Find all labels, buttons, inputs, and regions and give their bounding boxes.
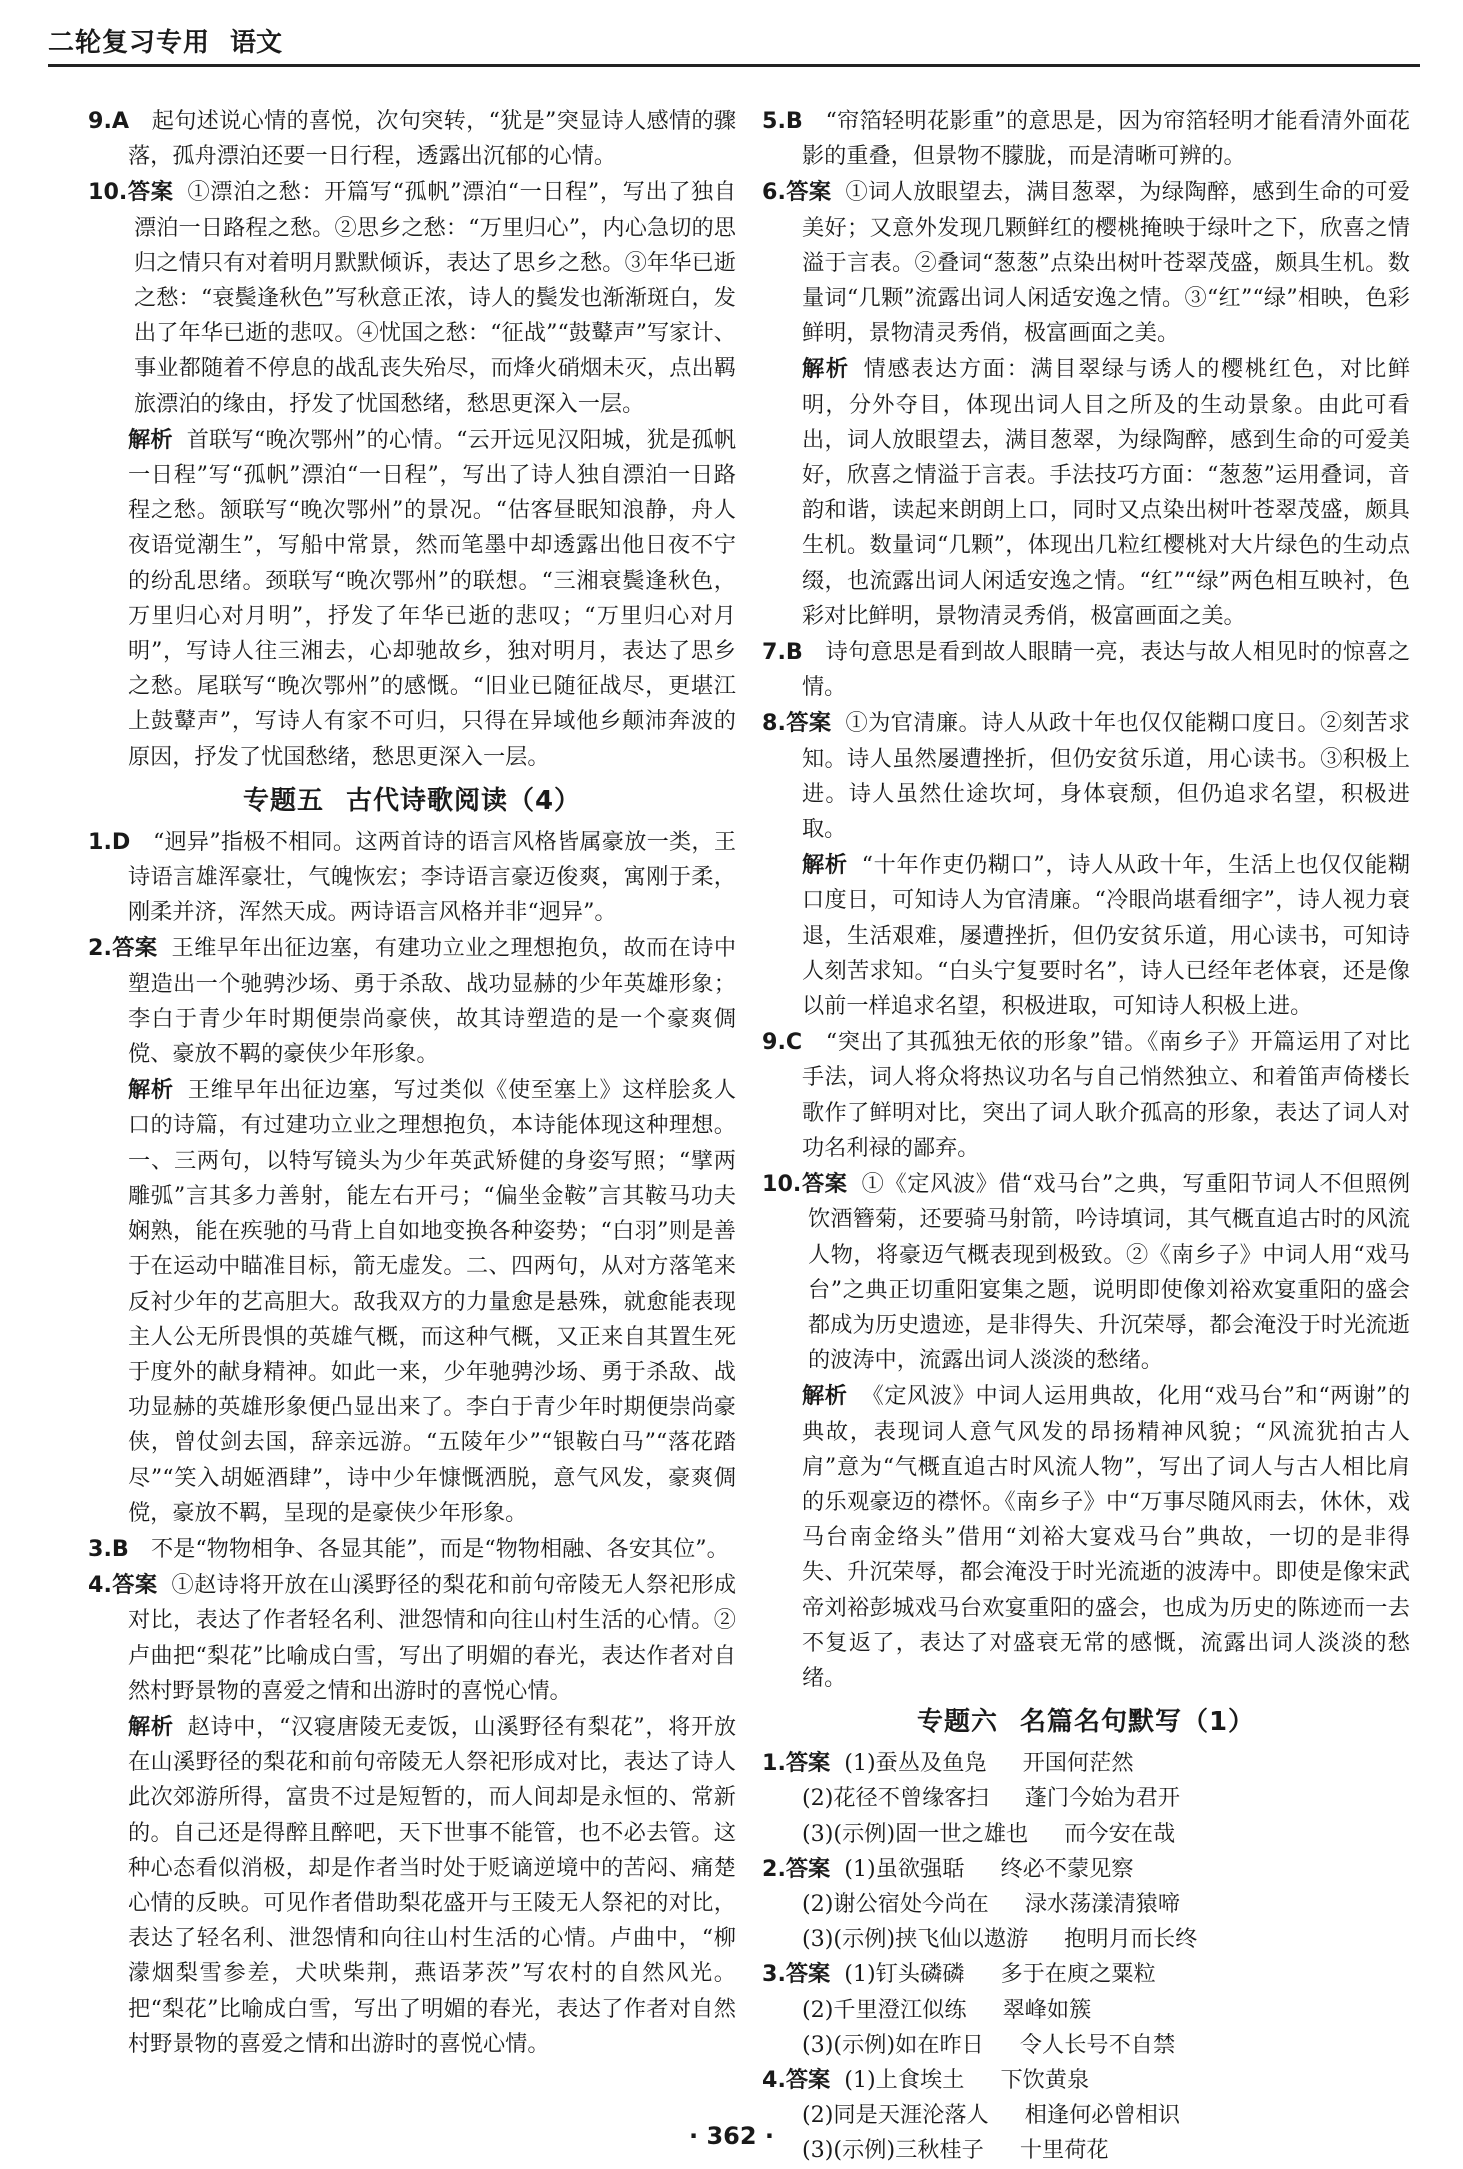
dictation-item-1: 1.答案 (1)蚕丛及鱼凫 开国何茫然 (2)花径不曾缘客扫 蓬门今始为君开 (3)(示例)固一世之雄也 而今安在哉 (762, 1750, 1181, 1847)
analysis-8: 解析 “十年作吏仍糊口”，诗人从政十年，生活上也仅仅能糊口度日，可知诗人为官清廉。“冷眼尚堪看细字”，诗人视力衰退，生活艰难，屡遭挫折，但仍安贫乐道，用心读书，可知诗人刻苦求知。“白头宁复要时名”，诗人已经年老体衰，还是像以前一样追求名望，积极进取，可知诗人积极上进。 (802, 852, 1411, 1020)
dictation-answers (762, 1746, 1410, 2168)
s5-analysis-2: 解析 王维早年出征边塞，写过类似《使至塞上》这样脍炙人口的诗篇，有过建功立业之理想抱负，本诗能体现这种理想。一、三两句，以特写镜头为少年英武矫健的身姿写照；“擘两雕弧”言其多力善射，能左右开弓；“偏坐金鞍”言其鞍马功夫娴熟，能在疾驰的马背上自如地变换各种姿势；“白羽”则是善于在运动中瞄准目标，箭无虚发。二、四两句，从对方落笔来反衬少年的艺高胆大。敌我双方的力量愈是悬殊，就愈能表现主人公无所畏惧的英雄气概，而这种气概，又正来自其置生死于度外的献身精神。如此一来，少年驰骋沙场、勇于杀敌、战功显赫的英雄形象便凸显出来了。李白于青少年时期便崇尚豪侠，曾仗剑去国，辞亲远游。“五陵年少”“银鞍白马”“落花踏尽”“笑入胡姬酒肆”，诗中少年慷慨洒脱，意气风发，豪爽倜傥，豪放不羁，呈现的是豪侠少年形象。 (128, 1077, 737, 1526)
s5-item-3: 3.B 不是“物物相争、各显其能”，而是“物物相融、各安其位”。 (88, 1535, 729, 1562)
dictation-item-2: 2.答案 (1)虽欲强聒 终必不蒙见察 (2)谢公宿处今尚在 渌水荡漾清猿啼 (3)(示例)挟飞仙以遨游 抱明月而长终 (762, 1855, 1198, 1953)
left-column (88, 104, 736, 2063)
series-title: 二轮复习专用 (48, 28, 211, 58)
answer-item-7: 7.B 诗句意思是看到故人眼睛一亮，表达与故人相见时的惊喜之情。 (762, 639, 1411, 701)
page-number: · 362 · (688, 2122, 775, 2150)
answer-item-9: 9.A 起句述说心情的喜悦，次句突转，“犹是”突显诗人感情的骤落，孤舟漂泊还要一日行程，透露出沉郁的心情。 (88, 108, 737, 170)
analysis-10: 解析 首联写“晚次鄂州”的心情。“云开远见汉阳城，犹是孤帆一日程”写“孤帆”漂泊“一日程”，写出了诗人独自漂泊一日路程之愁。颔联写“晚次鄂州”的景况。“估客昼眠知浪静，舟人夜语觉潮生”，写船中常景，然而笔墨中却透露出他日夜不宁的纷乱思绪。颈联写“晚次鄂州”的联想。“三湘衰鬓逢秋色，万里归心对月明”，抒发了年华已逝的悲叹；“万里归心对月明”，写诗人往三湘去，心却驰故乡，独对明月，表达了思乡之愁。尾联写“晚次鄂州”的感慨。“旧业已随征战尽，更堪江上鼓鼙声”，写诗人有家不可归，只得在异域他乡颠沛奔波的原因，抒发了忧国愁绪，愁思更深入一层。 (128, 426, 737, 770)
section-title-6: 专题六 名篇名句默写（1） (916, 1707, 1256, 1738)
analysis-6: 解析 情感表达方面：满目翠绿与诱人的樱桃红色，对比鲜明，分外夺目，体现出词人目之所及的生动景象。由此可看出，词人放眼望去，满目葱翠，为绿陶醉，感到生命的可爱美好，欣喜之情溢于言表。手法技巧方面：“葱葱”运用叠词，音韵和谐，读起来朗朗上口，同时又点染出树叶苍翠茂盛，颇具生机。数量词“几颗”，体现出几粒红樱桃对大片绿色的生动点缀，也流露出词人闲适安逸之情。“红”“绿”两色相互映衬，色彩对比鲜明，景物清灵秀俏，极富画面之美。 (802, 356, 1411, 629)
answer-item-5: 5.B “帘箔轻明花影重”的意思是，因为帘箔轻明才能看清外面花影的重叠，但景物不朦胧，而是清晰可辨的。 (762, 108, 1410, 170)
subject-title: 语文 (230, 28, 283, 58)
s5-item-4: 4.答案 ①赵诗将开放在山溪野径的梨花和前句帝陵无人祭祀形成对比，表达了作者轻名利、泄怨情和向往山村生活的心情。②卢曲把“梨花”比喻成白雪，写出了明媚的春光，表达作者对自然村野景物的喜爱之情和出游时的喜悦心情。 (88, 1572, 737, 1704)
dictation-item-4: 4.答案 (1)上食埃土 下饮黄泉 (2)同是天涯沦落人 相逢何必曾相识 (3)(示例)三秋桂子 十里荷花 (762, 2066, 1181, 2164)
page-header (48, 16, 1420, 70)
answer-item-8: 8.答案 ①为官清廉。诗人从政十年也仅仅能糊口度日。②刻苦求知。诗人虽然屡遭挫折，但仍安贫乐道，用心读书。③积极上进。诗人虽然仕途坎坷，身体衰颓，但仍追求名望，积极进取。 (762, 710, 1411, 843)
header-rule (48, 64, 1420, 67)
answer-item-10: 10.答案 ①漂泊之愁：开篇写“孤帆”漂泊“一日程”，写出了独自漂泊一日路程之愁。②思乡之愁：“万里归心”，内心急切的思归之情只有对着明月默默倾诉，表达了思乡之愁。③年华已逝之愁：“衰鬓逢秋色”写秋意正浓，诗人的鬓发也渐渐斑白，发出了年华已逝的悲叹。④忧国之愁：“征战”“鼓鼙声”写家计、事业都随着不停息的战乱丧失殆尽，而烽火硝烟未灭，点出羁旅漂泊的缘由，抒发了忧国愁绪，愁思更深入一层。 (88, 179, 737, 417)
s5-analysis-4: 解析 赵诗中，“汉寝唐陵无麦饭，山溪野径有梨花”，将开放在山溪野径的梨花和前句帝陵无人祭祀形成对比，表达了诗人此次郊游所得，富贵不过是短暂的，而人间却是永恒的、常新的。自己还是得醉且醉吧，天下世事不能管，也不必去管。这种心态看似消极，却是作者当时处于贬谪逆境中的苦闷、痛楚心情的反映。可见作者借助梨花盛开与王陵无人祭祀的对比，表达了轻名利、泄怨情和向往山村生活的心情。卢曲中，“柳濛烟梨雪参差，犬吠柴荆，燕语茅茨”写农村的自然风光。把“梨花”比喻成白雪，写出了明媚的春光，表达了作者对自然村野景物的喜爱之情和出游时的喜悦心情。 (128, 1713, 737, 2057)
answer-item-6: 6.答案 ①词人放眼望去，满目葱翠，为绿陶醉，感到生命的可爱美好；又意外发现几颗鲜红的樱桃掩映于绿叶之下，欣喜之情溢于言表。②叠词“葱葱”点染出树叶苍翠茂盛，颇具生机。数量词“几颗”流露出词人闲适安逸之情。③“红”“绿”相映，色彩鲜明，景物清灵秀俏，极富画面之美。 (762, 179, 1411, 347)
analysis-10: 解析 《定风波》中词人运用典故，化用“戏马台”和“两谢”的典故，表现词人意气风发的昂扬精神风貌；“风流犹拍古人肩”意为“气概直追古时风流人物”，写出了词人与古人相比肩的乐观豪迈的襟怀。《南乡子》中“万事尽随风雨去，休休，戏马台南金络头”借用“刘裕大宴戏马台”典故，一切的是非得失、升沉荣辱，都会淹没于时光流逝的波涛中。即使是像宋武帝刘裕彭城戏马台欢宴重阳的盛会，也成为历史的陈迹而一去不复返了，表达了对盛衰无常的感慨，流露出词人淡淡的愁绪。 (802, 1383, 1411, 1691)
section-title-5: 专题五 古代诗歌阅读（4） (242, 785, 582, 816)
s5-item-1: 1.D “迥异”指极不相同。这两首诗的语言风格皆属豪放一类，王诗语言雄浑豪壮，气魄恢宏；李诗语言豪迈俊爽，寓刚于柔，刚柔并济，浑然天成。两诗语言风格并非“迥异”。 (88, 828, 737, 926)
right-column (762, 104, 1410, 2169)
answer-item-10: 10.答案 ①《定风波》借“戏马台”之典，写重阳节词人不但照例饮酒簪菊，还要骑马射箭，吟诗填词，其气概直追古时的风流人物，将豪迈气概表现到极致。②《南乡子》中词人用“戏马台”之典正切重阳宴集之题，说明即使像刘裕欢宴重阳的盛会都成为历史遗迹，是非得失、升沉荣辱，都会淹没于时光流逝的波涛中，流露出词人淡淡的愁绪。 (762, 1171, 1411, 1374)
s5-item-2: 2.答案 王维早年出征边塞，有建功立业之理想抱负，故而在诗中塑造出一个驰骋沙场、勇于杀敌、战功显赫的少年英雄形象；李白于青少年时期便崇尚豪侠，故其诗塑造的是一个豪爽倜傥、豪放不羁的豪侠少年形象。 (88, 935, 737, 1068)
answer-item-9: 9.C “突出了其孤独无依的形象”错。《南乡子》开篇运用了对比手法，词人将众将热议功名与自己悄然独立、和着笛声倚楼长歌作了鲜明对比，突出了词人耿介孤高的形象，表达了词人对功名利禄的鄙弃。 (762, 1029, 1410, 1161)
dictation-item-3: 3.答案 (1)钉头磷磷 多于在庾之粟粒 (2)千里澄江似练 翠峰如簇 (3)(示例)如在昨日 令人长号不自禁 (762, 1961, 1176, 2058)
